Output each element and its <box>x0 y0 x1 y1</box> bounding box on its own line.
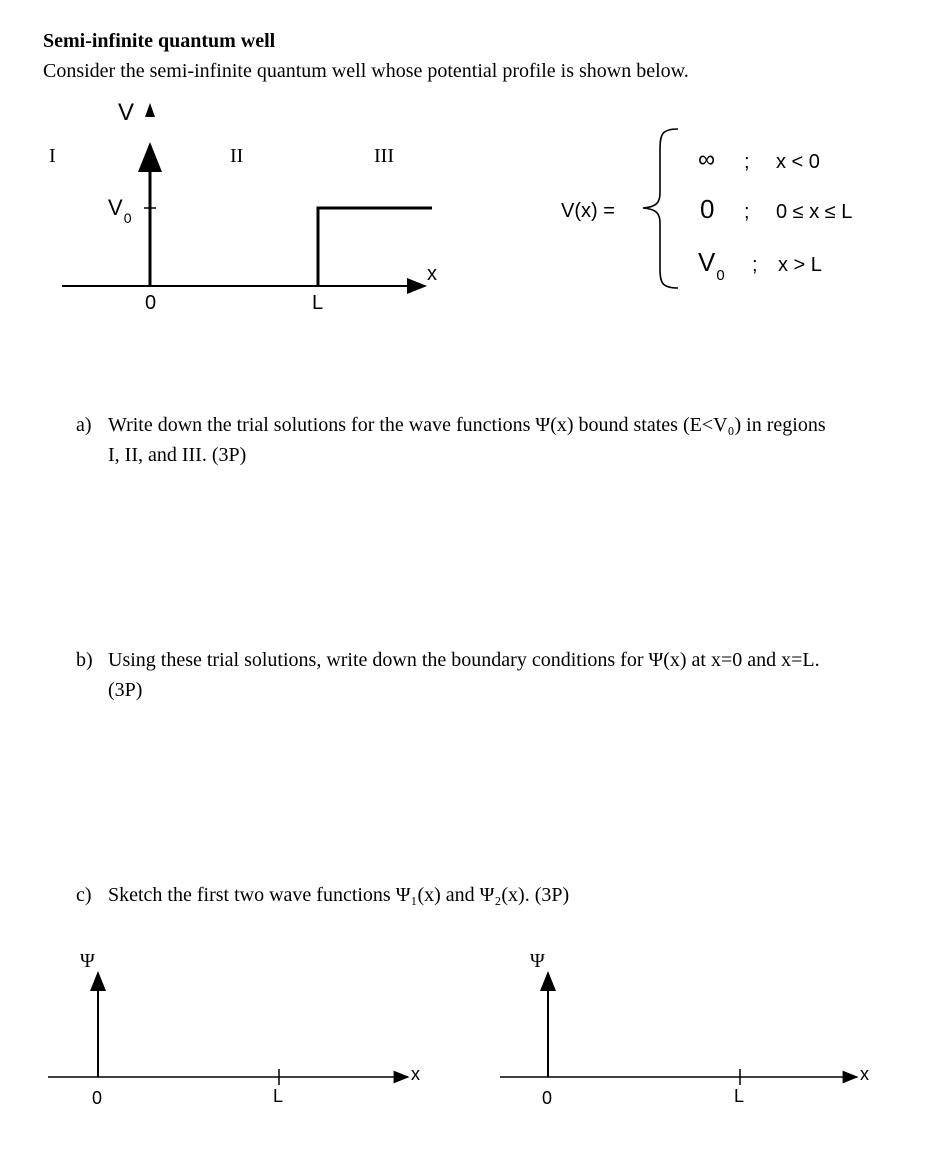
v-of-x-label: V(x) = <box>561 200 615 222</box>
sketch-1-y-label: Ψ <box>80 950 95 972</box>
y-axis-label: V <box>118 99 135 126</box>
l-label: L <box>312 292 324 314</box>
sketch-1-l-label: L <box>273 1086 284 1106</box>
question-c-label: c) <box>76 884 92 906</box>
sketch-1-origin-label: 0 <box>92 1088 103 1108</box>
sketch-2-l-label: L <box>734 1086 745 1106</box>
question-b-line2: (3P) <box>108 679 143 701</box>
case-2-sep: ; <box>744 201 750 223</box>
question-a-line2: I, II, and III. (3P) <box>108 444 247 466</box>
potential-step <box>318 208 432 286</box>
problem-title: Semi-infinite quantum well <box>43 30 276 52</box>
question-b-text <box>108 645 820 705</box>
case-3-condition: x > L <box>778 254 822 276</box>
question-b <box>76 645 896 705</box>
sketch-1-x-label: x <box>411 1064 420 1084</box>
case-2-value: 0 <box>700 194 715 224</box>
case-1-value: ∞ <box>698 146 716 173</box>
region-label-2: II <box>230 145 244 167</box>
sketch-axes-2[interactable] <box>490 940 890 1115</box>
region-label-3: III <box>374 145 394 167</box>
question-c-text <box>108 880 569 910</box>
potential-definition <box>540 120 890 300</box>
case-3-value: $V_0$ <box>698 247 725 284</box>
origin-label: 0 <box>145 292 157 314</box>
sketch-2-y-label: Ψ <box>530 950 545 972</box>
question-a <box>76 410 896 470</box>
question-c-line1: Sketch the first two wave functions Ψ₁(x) and Ψ₂(x). (3P) <box>108 884 570 906</box>
case-1-sep: ; <box>744 151 750 173</box>
question-b-label: b) <box>76 649 93 671</box>
potential-plot <box>0 90 470 330</box>
sketch-2-origin-label: 0 <box>542 1088 553 1108</box>
y-axis-arrowhead <box>145 103 155 117</box>
case-2-condition: 0 ≤ x ≤ L <box>776 201 853 223</box>
question-a-line1: Write down the trial solutions for the wave functions Ψ(x) bound states (E<V₀) in regions <box>108 414 826 436</box>
question-b-line1: Using these trial solutions, write down the boundary conditions for Ψ(x) at x=0 and x=L. <box>108 649 820 671</box>
curly-brace <box>643 129 678 288</box>
question-c <box>76 880 896 910</box>
case-3-sep: ; <box>752 254 758 276</box>
v0-label: $V_0$ <box>108 195 132 226</box>
question-a-label: a) <box>76 414 92 436</box>
sketch-2-x-label: x <box>860 1064 869 1084</box>
question-a-text <box>108 410 826 470</box>
case-1-condition: x < 0 <box>776 151 820 173</box>
sketch-axes-1[interactable] <box>40 940 440 1115</box>
x-axis-label: x <box>427 263 437 285</box>
region-label-1: I <box>49 145 56 167</box>
problem-intro: Consider the semi-infinite quantum well whose potential profile is shown below. <box>43 60 689 82</box>
